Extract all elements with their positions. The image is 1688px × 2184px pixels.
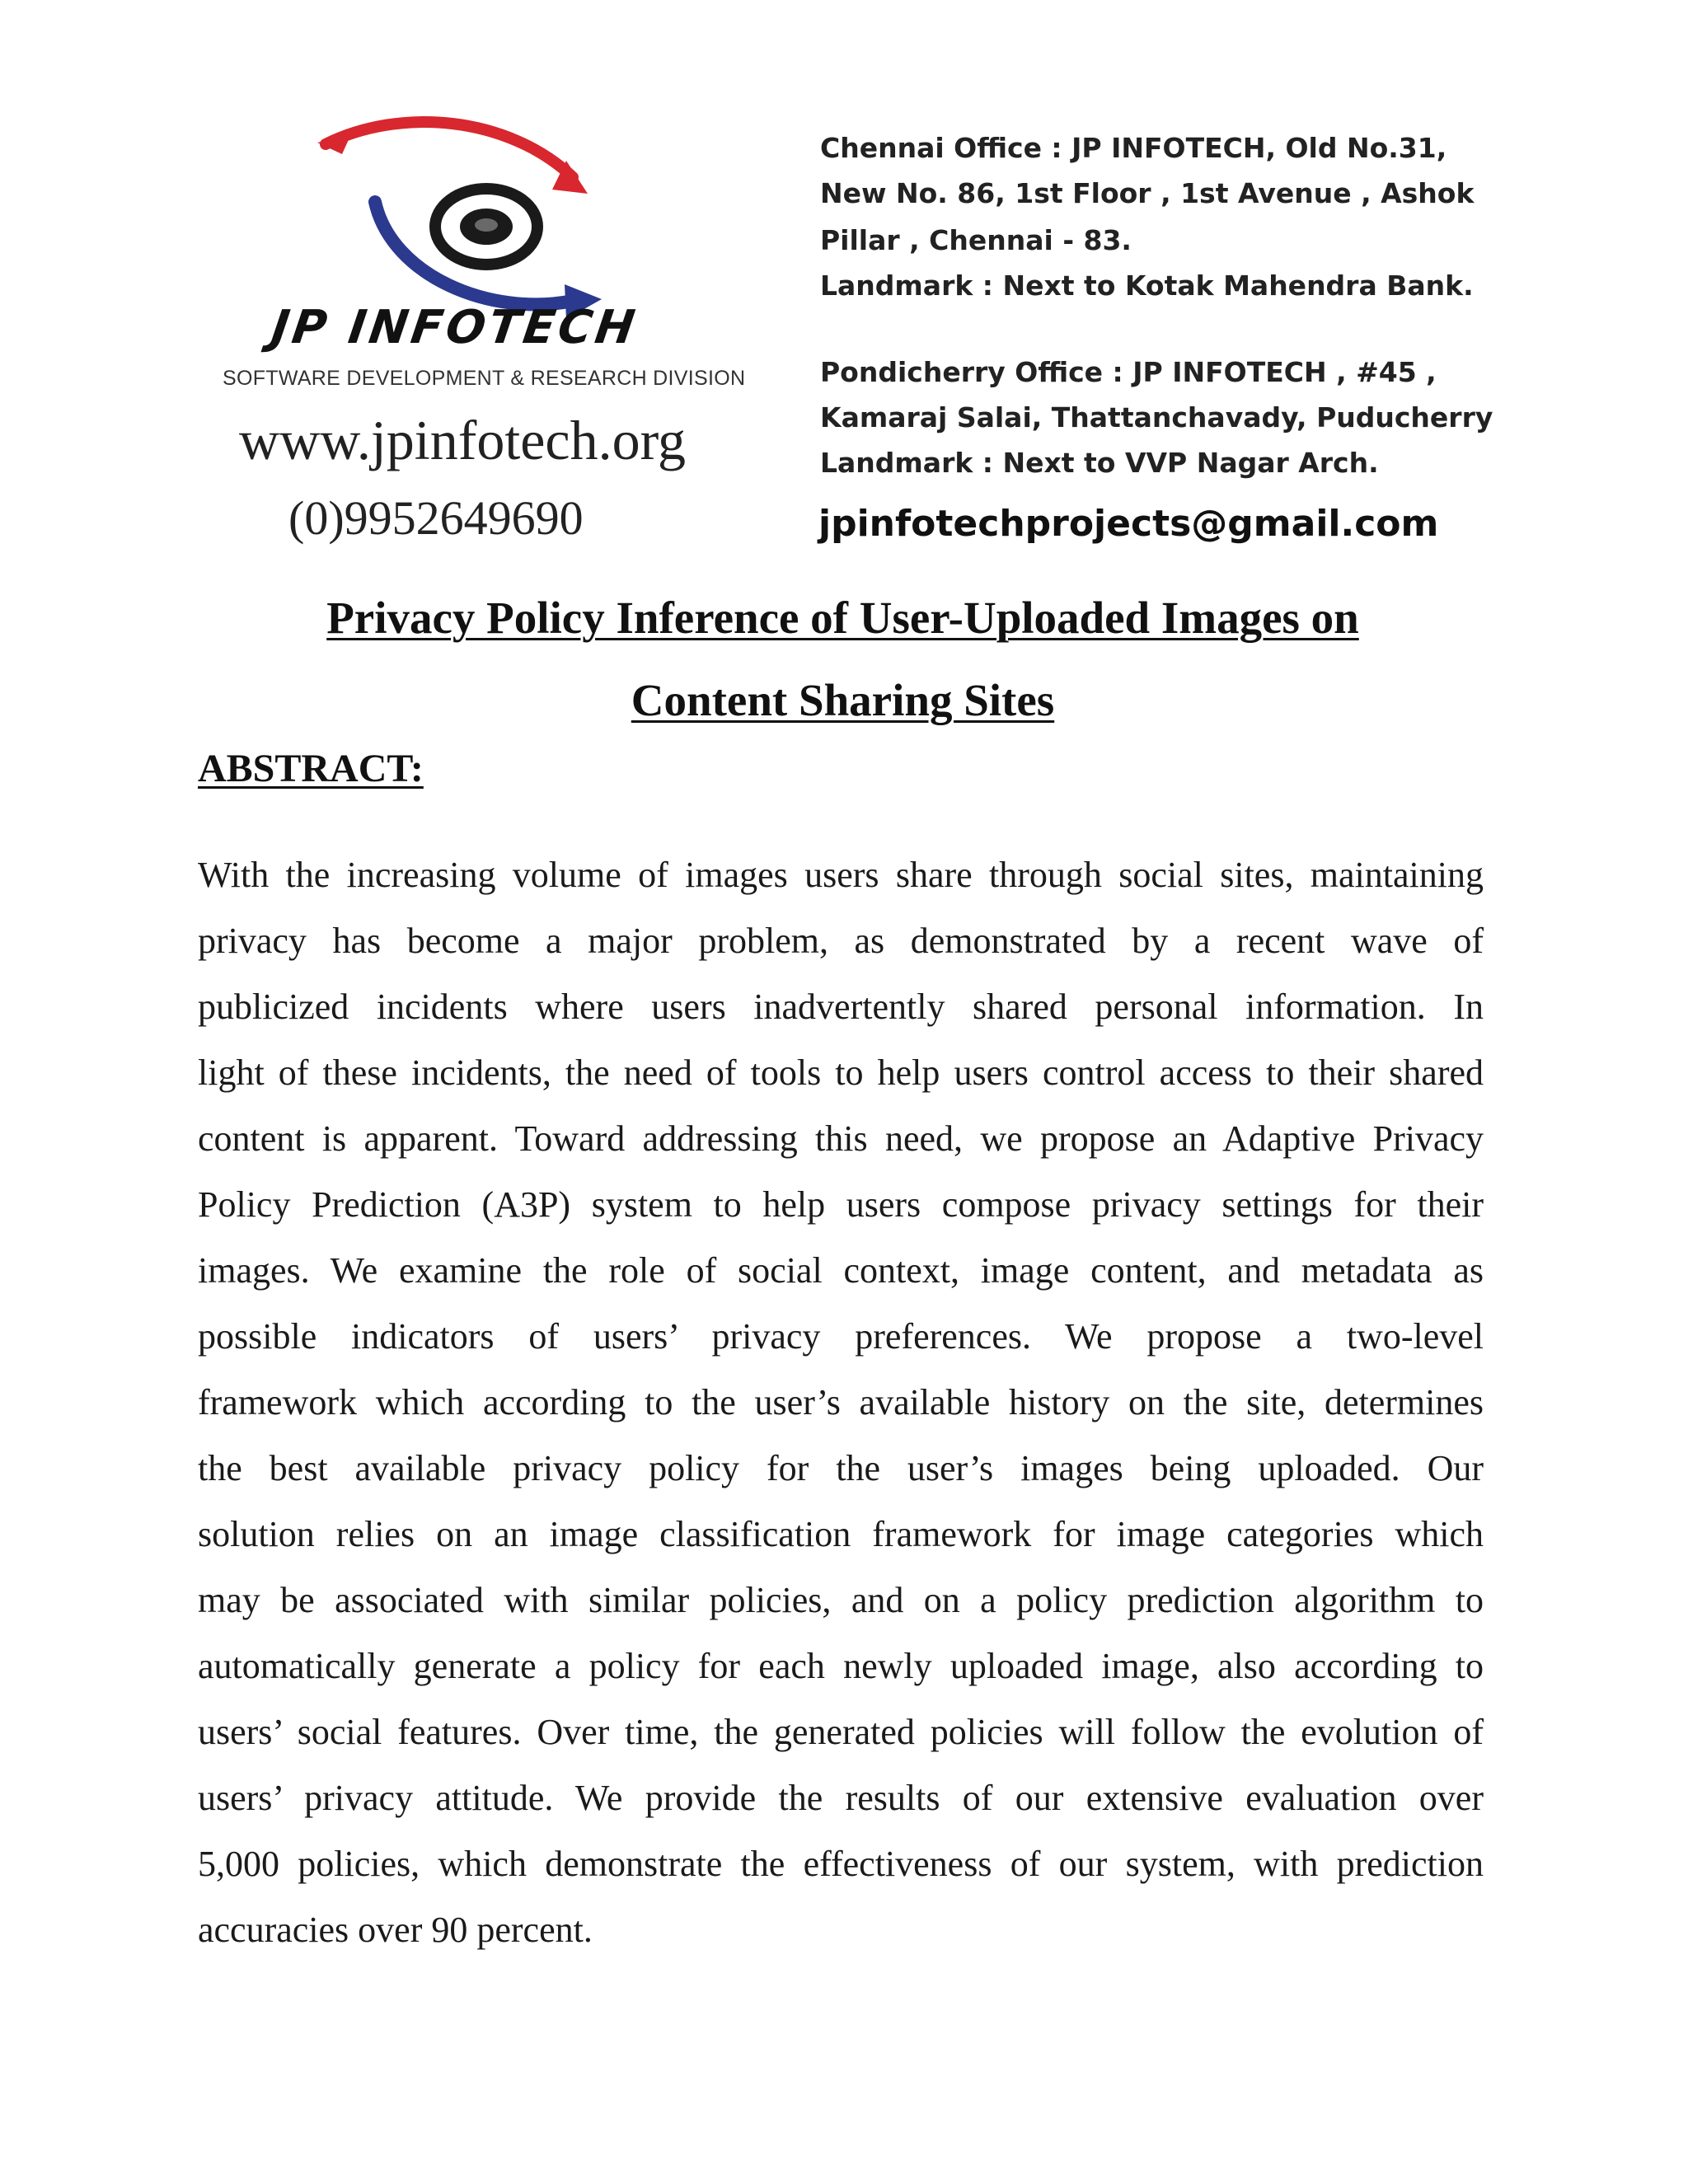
abstract-line: possible indicators of users’ privacy preferences. We propose a two-level [198,1316,1484,1357]
chennai-address-line: New No. 86, 1st Floor , 1st Avenue , Ashok [820,177,1475,209]
abstract-line: users’ privacy attitude. We provide the results of our extensive evaluation over [198,1778,1484,1818]
chennai-address-line: Chennai Office : JP INFOTECH, Old No.31, [820,132,1447,164]
abstract-line: light of these incidents, the need of tools to help users control access to their shared [198,1052,1484,1093]
brand-phone: (0)9952649690 [288,491,584,545]
abstract-line: publicized incidents where users inadvertently shared personal information. In [198,987,1484,1027]
abstract-line: 5,000 policies, which demonstrate the effectiveness of our system, with prediction [198,1844,1484,1884]
abstract-line: automatically generate a policy for each newly uploaded image, also according to [198,1646,1484,1686]
contact-email: jpinfotechprojects@gmail.com [818,503,1439,545]
pondicherry-landmark-line: Landmark : Next to VVP Nagar Arch. [820,447,1379,479]
abstract-line: With the increasing volume of images users share through social sites, maintaining [198,855,1484,895]
chennai-address-line: Pillar , Chennai - 83. [820,224,1132,256]
letterhead [198,99,1493,581]
pondicherry-address-line: Pondicherry Office : JP INFOTECH , #45 , [820,356,1437,388]
abstract-line: may be associated with similar policies, and on a policy prediction algorithm to [198,1580,1484,1620]
abstract-line: content is apparent. Toward addressing this need, we propose an Adaptive Privacy [198,1118,1484,1159]
abstract-line: privacy has become a major problem, as demonstrated by a recent wave of [198,921,1484,961]
abstract-line: images. We examine the role of social context, image content, and metadata as [198,1250,1484,1291]
abstract-line: the best available privacy policy for the user’s images being uploaded. Our [198,1448,1484,1488]
abstract-line: Policy Prediction (A3P) system to help users compose privacy settings for their [198,1184,1484,1225]
brand-name: JP INFOTECH [268,301,641,354]
abstract-line: users’ social features. Over time, the generated policies will follow the evolution of [198,1712,1484,1752]
abstract-heading: ABSTRACT: [198,747,424,790]
chennai-landmark-line: Landmark : Next to Kotak Mahendra Bank. [820,269,1474,302]
brand-website: www.jpinfotech.org [239,409,687,471]
brand-division: SOFTWARE DEVELOPMENT & RESEARCH DIVISION [223,367,746,390]
title-line-1: Privacy Policy Inference of User-Uploaded Images on [326,593,1359,643]
company-logo-block [198,99,791,581]
abstract-line: solution relies on an image classification framework for image categories which [198,1514,1484,1554]
title-line-2: Content Sharing Sites [631,675,1055,725]
abstract-line: accuracies over 90 percent. [198,1910,593,1950]
abstract-body [198,842,1484,1963]
document-title [198,577,1488,742]
abstract-line: framework which according to the user’s available history on the site, determines [198,1382,1484,1422]
pondicherry-address-line: Kamaraj Salai, Thattanchavady, Puducherry [820,401,1493,434]
